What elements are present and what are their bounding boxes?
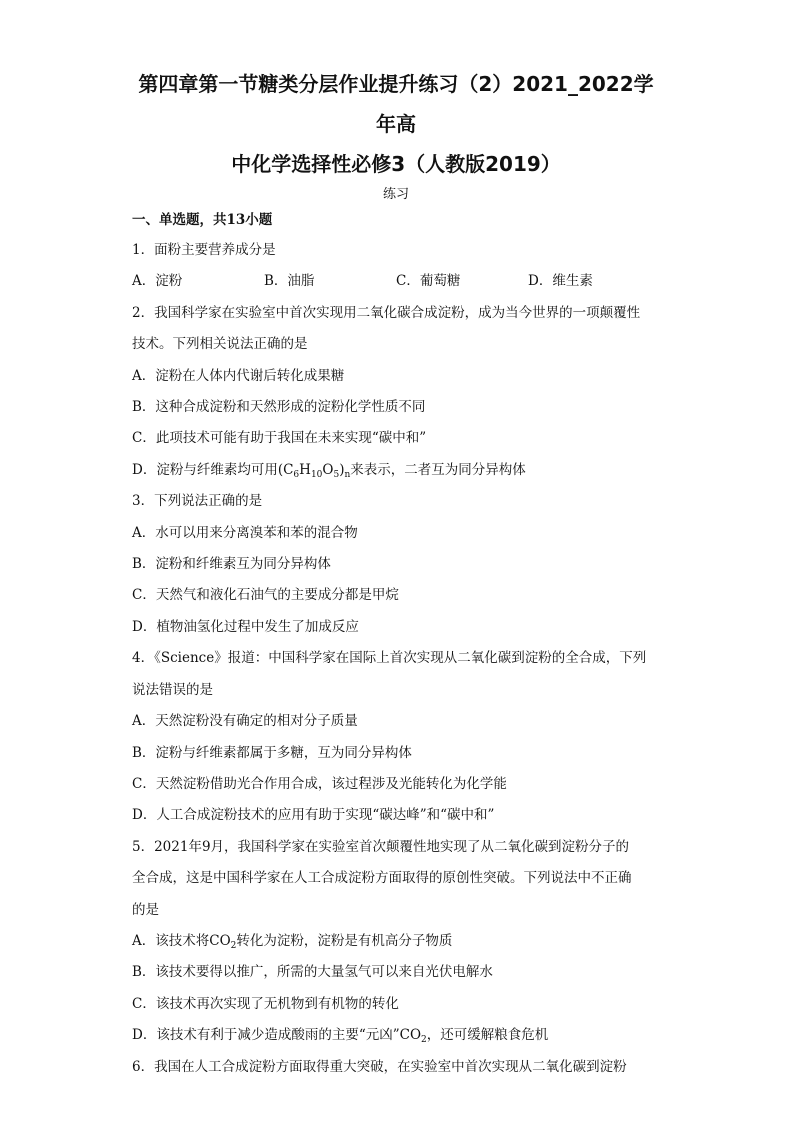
q5-d-text: D．该技术有利于减少造成酸雨的主要“元凶”CO [132, 1027, 422, 1044]
document-title-line1: 第四章第一节糖类分层作业提升练习（2）2021_2022学年高 [138, 72, 654, 136]
q2-d-text: 来表示，二者互为同分异构体 [350, 461, 526, 478]
q2-option-b: B．这种合成淀粉和天然形成的淀粉化学性质不同 [132, 399, 426, 416]
q1-stem: 1．面粉主要营养成分是 [132, 242, 276, 258]
q2-d-text: H [299, 461, 311, 478]
q4-option-b: B．淀粉与纤维素都属于多糖，互为同分异构体 [132, 744, 412, 761]
q5-stem-line2: 全合成，这是中国科学家在人工合成淀粉方面取得的原创性突破。下列说法中不正确 [132, 870, 632, 887]
q5-a-text: A．该技术将CO [132, 932, 231, 949]
q2-d-text: D．淀粉与纤维素均可用(C [132, 461, 294, 478]
q1-option-d: D．维生素 [528, 273, 593, 290]
q3-option-c: C．天然气和液化石油气的主要成分都是甲烷 [132, 587, 399, 604]
q4-option-d: D．人工合成淀粉技术的应用有助于实现“碳达峰”和“碳中和” [132, 807, 495, 824]
q2-stem-line2: 技术。下列相关说法正确的是 [132, 336, 308, 353]
q2-stem-line1: 2．我国科学家在实验室中首次实现用二氧化碳合成淀粉，成为当今世界的一项颠覆性 [132, 304, 641, 321]
q5-option-a [132, 926, 660, 957]
q4-stem-line2: 说法错误的是 [132, 681, 213, 698]
q2-d-text: O [322, 461, 334, 478]
q4-option-a: A．天然淀粉没有确定的相对分子质量 [132, 713, 358, 730]
q4-stem-line1: 4．《Science》报道：中国科学家在国际上首次实现从二氧化碳到淀粉的全合成，下列 [132, 650, 647, 667]
q4-option-c: C．天然淀粉借助光合作用合成，该过程涉及光能转化为化学能 [132, 775, 507, 792]
q5-d-sub: 2 [421, 1035, 427, 1046]
q5-option-d [132, 1020, 660, 1051]
q3-option-a: A．水可以用来分离溴苯和苯的混合物 [132, 524, 358, 541]
q2-option-c: C．此项技术可能有助于我国在未来实现“碳中和” [132, 430, 427, 447]
q5-d-text: ，还可缓解粮食危机 [426, 1027, 549, 1044]
q2-option-d [132, 455, 660, 486]
q1-option-a: A．淀粉 [132, 273, 183, 290]
q1-options [132, 266, 660, 297]
q5-a-sub: 2 [230, 940, 237, 951]
q1-option-b: B．油脂 [264, 273, 315, 290]
q5-option-b: B．该技术要得以推广，所需的大量氢气可以来自光伏电解水 [132, 964, 493, 981]
q3-option-b: B．淀粉和纤维素互为同分异构体 [132, 556, 331, 573]
section-heading: 一、单选题，共13小题 [132, 212, 273, 228]
q5-stem-line1: 5．2021年9月，我国科学家在实验室首次颠覆性地实现了从二氧化碳到淀粉分子的 [132, 838, 630, 855]
q2-option-a: A．淀粉在人体内代谢后转化成果糖 [132, 367, 345, 384]
q5-a-text: 转化为淀粉，淀粉是有机高分子物质 [236, 932, 453, 949]
q3-stem: 3．下列说法正确的是 [132, 493, 263, 510]
q2-d-sub: n [344, 469, 351, 480]
q2-d-sub: 5 [333, 469, 340, 480]
document-subtitle: 练习 [382, 187, 409, 202]
q5-option-c: C．该技术再次实现了无机物到有机物的转化 [132, 995, 399, 1012]
q1-option-c: C．葡萄糖 [396, 273, 461, 290]
q6-stem-line1: 6．我国在人工合成淀粉方面取得重大突破，在实验室中首次实现从二氧化碳到淀粉 [132, 1058, 627, 1075]
q2-d-sub: 6 [293, 469, 300, 480]
document-title-line2: 中化学选择性必修3（人教版2019） [231, 152, 561, 176]
q3-option-d: D．植物油氢化过程中发生了加成反应 [132, 618, 359, 635]
q2-d-sub: 10 [310, 469, 323, 480]
q5-stem-line3: 的是 [132, 901, 159, 918]
q2-d-text: ) [339, 461, 345, 478]
